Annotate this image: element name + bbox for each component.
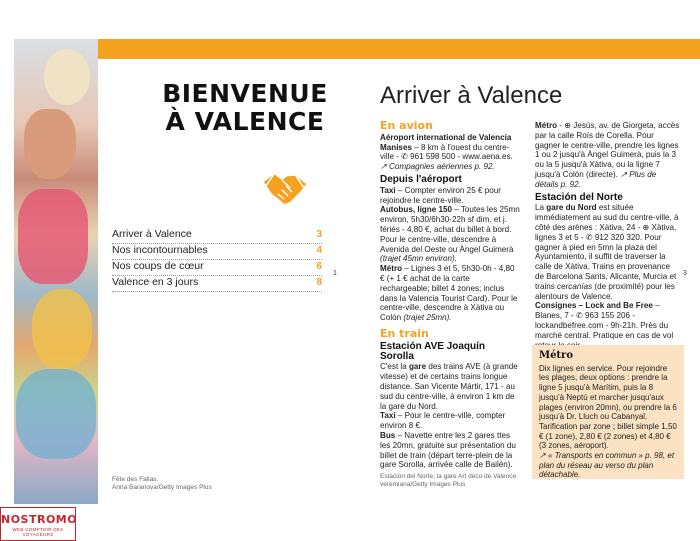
toc-item[interactable]: Nos incontournables 4	[112, 244, 322, 260]
page-number-left: 1	[333, 270, 337, 277]
toc-item[interactable]: Arriver à Valence 3	[112, 228, 322, 244]
subheading-estacion-norte: Estación del Norte	[535, 191, 623, 203]
fallas-photo	[14, 39, 98, 504]
metro-box-title: Métro	[539, 350, 573, 361]
toc-item[interactable]: Valence en 3 jours 8	[112, 276, 322, 292]
subheading-sorolla: Estación AVE Joaquín Sorolla	[380, 340, 486, 362]
top-accent-bar-right	[350, 39, 700, 59]
page-number-right: 3	[683, 270, 687, 277]
section-heading-train: En train	[380, 326, 429, 340]
photo-caption-right: Estación del Norte, la gare Art déco de Valence. veremiana/Getty Images Plus	[380, 473, 518, 488]
text-column-2: Métro - ⊕ Jesús, av. de Giorgeta, accès par la calle Roís de Corella. Pour gagner le centre-ville, prendre les lignes 1 ou 2 jusqu'à Àngel Guimerà, puis la 3 ou la 5 jusqu'à Xàtiva, ou la ligne 7 jusqu'à Colón (directe). ↗ Plus de détails p. 92. Estación del Norte La gare du Nord est située immédiatement au sud du centre-ville, à côté des arènes : Xàtiva, 24 - ⊕ Xàtiva, lignes 3 et 5 - ✆ 912 320 320. Pour gagner à pied en 5mn la plaza del Ayuntamiento, il suffit de traverser la calle de Xàtiva. Trains en provenance de Barcelona Sants, Alicante, Murcia et trains cercanías (de proximité) pour les alentours de Valence. Consignes – Lock and Be Free – Blanes, 7 - ✆ 963 155 206 - lockandbefree.com - 9h-21h. Près du marché central. Pratique en cas de vol	[535, 121, 680, 340]
text-column-1: En avion Aéroport international de Valencia Manises – 8 km à l'ouest du centre-ville - ✆ 961 598 500 - www.aena.es. ↗ Compagnies aériennes p. 92. Depuis l'aéroport Taxi – Compter environ 25 € pour rejoindre le centre-ville. Autobus, ligne 150 – Toutes les 25mn environ, 5h30/6h30-22h sf dim. et j. fériés - 4,80 €, achat du billet à bord. Pour le centre-ville, descendre à Avenida del Oeste ou Àngel Guimerà (trajet 45mn environ). Métro – Lignes 3 et 5, 5h30-0h - 4,80 € (+ 1 € achat de la carte rechargeable; billet 4 zones; inclus dans la Valencia Tourist Card). Pour le centre-ville, descendre à Xàtiva ou Colón (trajet 25mn). En train Estación AVE Joaquín Sorolla C'est la gare des trains AVE (à grande vitesse) et de certains trains longue distance. San Vicente Mártir, 171 - au sud du centre-ville, à environ 1 km de la gare du Nord. Taxi – Pour le centre-ville, compter environ 8 €. Bus – Navette entre les 2 gares ttes les 20mn, gratuite sur présentation du billet de train (départ terre-plein de la gare Sorolla, arrivée calle de Bailén).	[380, 119, 520, 470]
page-title: Arriver à Valence	[380, 82, 563, 109]
photo-caption-left: Fête des Fallas. Anna Baranova/Getty Images Plus	[112, 476, 212, 491]
subheading-depuis-aeroport: Depuis l'aéroport	[380, 173, 462, 185]
section-heading-avion: En avion	[380, 119, 433, 132]
welcome-title: BIENVENUE À VALENCE	[162, 79, 328, 136]
metro-info-box: Métro Dix lignes en service. Pour rejoindre les plages, deux options : prendre la ligne 5 jusqu'à Marítim, puis la 8 jusqu'à Neptú et marcher jusqu'aux plages (environ 20mn), ou prendre la 6 jusqu'à Dr. Lluch ou Cabanyal. Tarification par zone ; billet simple 1,50 € (1 zone), 2,80 € (2 zones) et 4,80 € (3 zones, aéroport). ↗ « Transports en commun » p. 98, et plan du réseau au verso du plan détachable.	[532, 345, 684, 479]
handshake-icon	[262, 164, 308, 210]
top-accent-bar-left	[98, 39, 350, 59]
toc-item[interactable]: Nos coups de cœur 6	[112, 260, 322, 276]
table-of-contents	[112, 228, 322, 292]
nostromo-logo: NOSTROMO WEB COMPTOIR DES VOYAGEURS	[0, 507, 76, 541]
